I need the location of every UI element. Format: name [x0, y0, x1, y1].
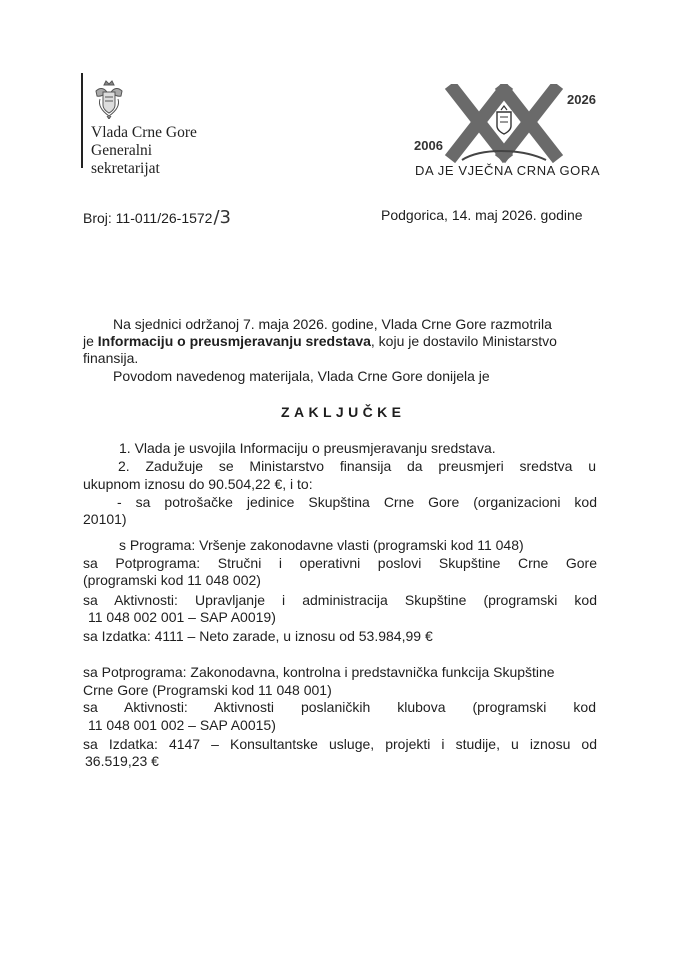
logo-year-left: 2006 — [414, 138, 443, 153]
logo-crest-icon — [497, 106, 511, 134]
logo-year-right: 2026 — [567, 92, 596, 107]
program-line: sa Potprograma: Stručni i operativni poslovi Skupštine Crne Gore — [83, 555, 597, 571]
conclusion-item: 2. Zadužuje se Ministarstvo finansija da preusmjeri sredstva u — [118, 458, 596, 474]
handwritten-suffix: /3 — [213, 207, 231, 228]
intro-text: , koju je dostavilo Ministarstvo — [370, 333, 557, 349]
coat-of-arms-icon — [90, 79, 128, 119]
intro-bold-subject: Informaciju o preusmjeravanju sredstava — [97, 333, 371, 349]
program-line: 11 048 001 002 – SAP A0015) — [88, 717, 276, 733]
intro-text: je — [83, 333, 98, 349]
conclusion-item: 1. Vlada je usvojila Informaciju o preusmjeravanju sredstava. — [119, 440, 496, 456]
program-line: sa Aktivnosti: Aktivnosti poslaničkih klubova (programski kod — [83, 699, 596, 715]
intro-line: Povodom navedenog materijala, Vlada Crne Gore donijela je — [113, 368, 490, 384]
institution-line: Vlada Crne Gore — [91, 124, 197, 141]
conclusion-line: 20101) — [83, 511, 127, 527]
intro-line: Na sjednici održanoj 7. maja 2026. godine, Vlada Crne Gore razmotrila — [113, 316, 552, 332]
program-line: s Programa: Vršenje zakonodavne vlasti (programski kod 11 048) — [119, 537, 524, 553]
program-line: (programski kod 11 048 002) — [83, 572, 261, 588]
intro-line — [83, 333, 557, 349]
program-line: sa Izdatka: 4147 – Konsultantske usluge, projekti i studije, u iznosu od — [83, 736, 597, 752]
reference-number-text: Broj: 11-011/26-1572 — [83, 210, 213, 226]
intro-line: finansija. — [83, 350, 139, 366]
reference-number — [83, 207, 231, 228]
conclusion-line: - sa potrošačke jedinice Skupština Crne Gore (organizacioni kod — [117, 494, 597, 510]
program-line: 11 048 002 001 – SAP A0019) — [88, 609, 276, 625]
document-title: ZAKLJUČKE — [281, 404, 406, 420]
conclusion-line: ukupnom iznosu do 90.504,22 €, i to: — [83, 476, 313, 492]
program-line: sa Izdatka: 4111 – Neto zarade, u iznosu od 53.984,99 € — [83, 628, 433, 644]
program-line: 36.519,23 € — [85, 753, 159, 769]
program-line: Crne Gore (Programski kod 11 048 001) — [83, 682, 332, 698]
institution-name — [91, 124, 197, 178]
institution-line: Generalni — [91, 142, 153, 159]
header-divider — [81, 73, 83, 168]
logo-motto: DA JE VJEČNA CRNA GORA — [415, 163, 601, 178]
program-line: sa Aktivnosti: Upravljanje i administracija Skupštine (programski kod — [83, 592, 597, 608]
institution-line: sekretarijat — [91, 160, 160, 177]
program-line: sa Potprograma: Zakonodavna, kontrolna i predstavnička funkcija Skupštine — [83, 664, 555, 680]
place-and-date: Podgorica, 14. maj 2026. godine — [381, 207, 583, 223]
